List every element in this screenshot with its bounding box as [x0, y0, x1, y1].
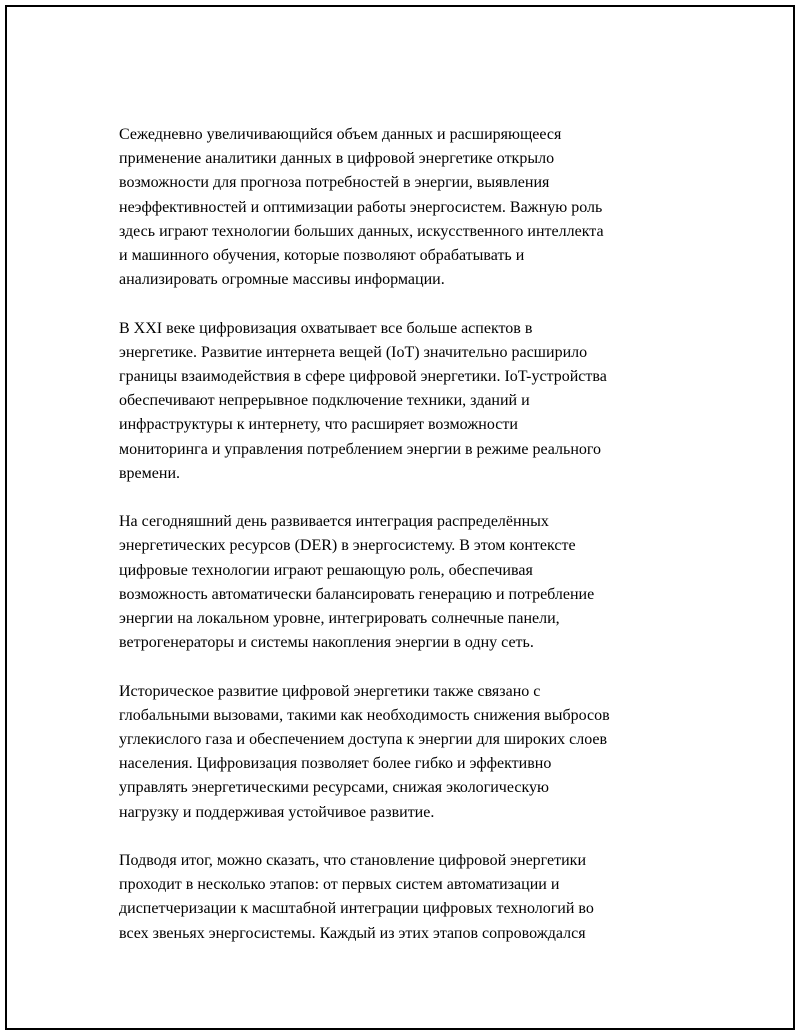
paragraph-data-analytics: Сежедневно увеличивающийся объем данных и расширяющееся применение аналитики данных в цифровой энергетике открыло возможности для прогноза потребностей в энергии, выявления неэффективностей и оптимизации работы энергосистем. Важную роль здесь играют технологии больших данных, искусственного интеллекта и машинного обучения, которые позволяют обрабатывать и анализировать огромные массивы информации. — [119, 126, 604, 289]
paragraph-summary: Подводя итог, можно сказать, что становление цифровой энергетики проходит в несколько этапов: от первых систем автоматизации и диспетчеризации к масштабной интеграции цифровых технологий во всех звеньях энергосистемы. Каждый из этих этапов сопровождался — [119, 852, 594, 942]
paragraph-iot: В XXI веке цифровизация охватывает все больше аспектов в энергетике. Развитие интернета вещей (IoT) значительно расширило границы взаимодействия в сфере цифровой энергетики. IoT-устройства обеспечивают непрерывное подключение техники, зданий и инфраструктуры к интернету, что расширяет возможности мониторинга и управления потреблением энергии в режиме реального времени. — [119, 319, 607, 482]
document-page — [5, 5, 795, 1030]
paragraph-der: На сегодняшний день развивается интеграция распределённых энергетических ресурсов (DER) в энергосистему. В этом контексте цифровые технологии играют решающую роль, обеспечивая возможность автоматически балансировать генерацию и потребление энергии на локальном уровне, интегрировать солнечные панели, ветрогенераторы и системы накопления энергии в одну сеть. — [119, 513, 595, 652]
paragraph-historical-development: Историческое развитие цифровой энергетики также связано с глобальными вызовами, такими как необходимость снижения выбросов углекислого газа и обеспечением доступа к энергии для широких слоев населения. Цифровизация позволяет более гибко и эффективно управлять энергетическими ресурсами, снижая экологическую нагрузку и поддерживая устойчивое развитие. — [119, 682, 610, 821]
document-body — [119, 123, 699, 946]
